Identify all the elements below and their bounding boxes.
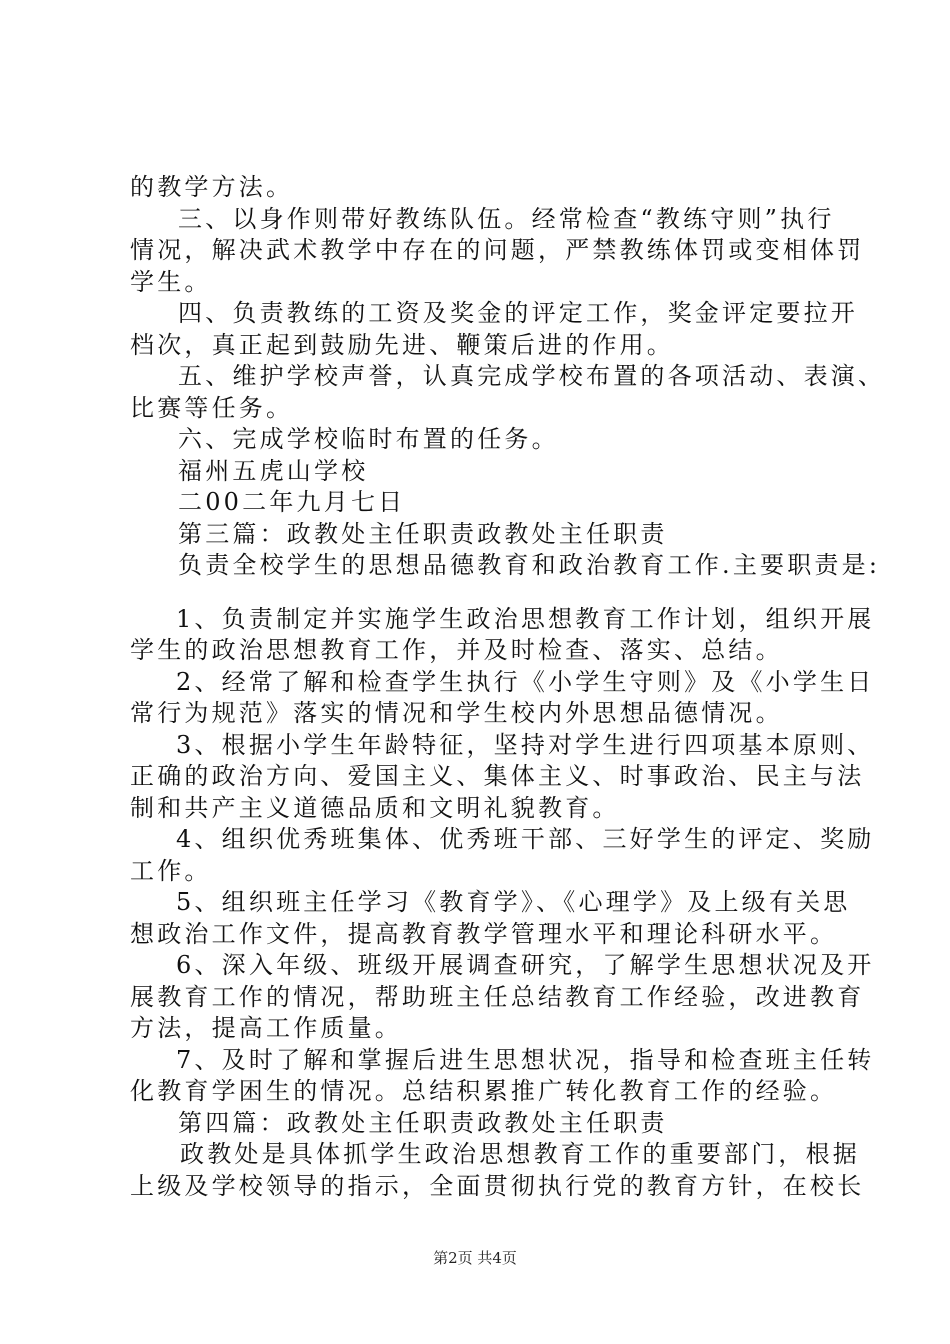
text-line: 三、以身作则带好教练队伍。经常检查“教练守则”执行	[178, 204, 835, 233]
text-line: 政教处是具体抓学生政治思想教育工作的重要部门，根据	[180, 1140, 860, 1168]
text-line: 5、组织班主任学习《教育学》、《心理学》及上级有关思	[176, 888, 851, 916]
text-line: 常行为规范》落实的情况和学生校内外思想品德情况。	[130, 699, 783, 727]
text-line: 上级及学校领导的指示，全面贯彻执行党的教育方针，在校长	[130, 1171, 865, 1200]
text-line: 想政治工作文件，提高教育教学管理水平和理论科研水平。	[130, 919, 838, 948]
text-line: 情况，解决武术教学中存在的问题，严禁教练体罚或变相体罚	[130, 236, 865, 264]
text-line: 方法，提高工作质量。	[130, 1014, 402, 1042]
text-line: 比赛等任务。	[130, 393, 294, 422]
text-line: 档次，真正起到鼓励先进、鞭策后进的作用。	[130, 330, 674, 359]
signature-school: 福州五虎山学校	[178, 456, 369, 485]
section-heading: 第三篇：政教处主任职责政教处主任职责	[178, 519, 668, 548]
text-line: 4、组织优秀班集体、优秀班干部、三好学生的评定、奖励	[176, 825, 875, 853]
text-line: 五、维护学校声誉，认真完成学校布置的各项活动、表演、	[178, 362, 886, 390]
text-line: 负责全校学生的思想品德教育和政治教育工作.主要职责是:	[178, 551, 881, 579]
text-line: 的教学方法。	[130, 173, 294, 201]
document-body	[130, 172, 886, 1202]
text-line: 六、完成学校临时布置的任务。	[178, 425, 559, 453]
signature-date: 二00二年九月七日	[178, 488, 406, 516]
text-line: 7、及时了解和掌握后进生思想状况，指导和检查班主任转	[176, 1045, 875, 1074]
text-line: 3、根据小学生年龄特征，坚持对学生进行四项基本原则、	[176, 730, 875, 759]
text-line: 四、负责教练的工资及奖金的评定工作，奖金评定要拉开	[178, 299, 858, 327]
text-line: 展教育工作的情况，帮助班主任总结教育工作经验，改进教育	[130, 982, 865, 1011]
text-line: 2、经常了解和检查学生执行《小学生守则》及《小学生日	[176, 667, 875, 696]
text-line: 化教育学困生的情况。总结积累推广转化教育工作的经验。	[130, 1077, 838, 1105]
spacer	[130, 582, 830, 604]
text-line: 学生的政治思想教育工作，并及时检查、落实、总结。	[130, 636, 783, 664]
text-line: 1、负责制定并实施学生政治思想教育工作计划，组织开展	[176, 604, 875, 633]
text-line: 制和共产主义道德品质和文明礼貌教育。	[130, 793, 620, 822]
page-footer: 第2页 共4页	[433, 1249, 517, 1267]
text-line: 工作。	[130, 856, 212, 885]
text-line: 6、深入年级、班级开展调查研究，了解学生思想状况及开	[176, 951, 875, 979]
text-line: 学生。	[130, 267, 212, 296]
section-heading: 第四篇：政教处主任职责政教处主任职责	[178, 1108, 668, 1137]
text-line: 正确的政治方向、爱国主义、集体主义、时事政治、民主与法	[130, 762, 865, 790]
